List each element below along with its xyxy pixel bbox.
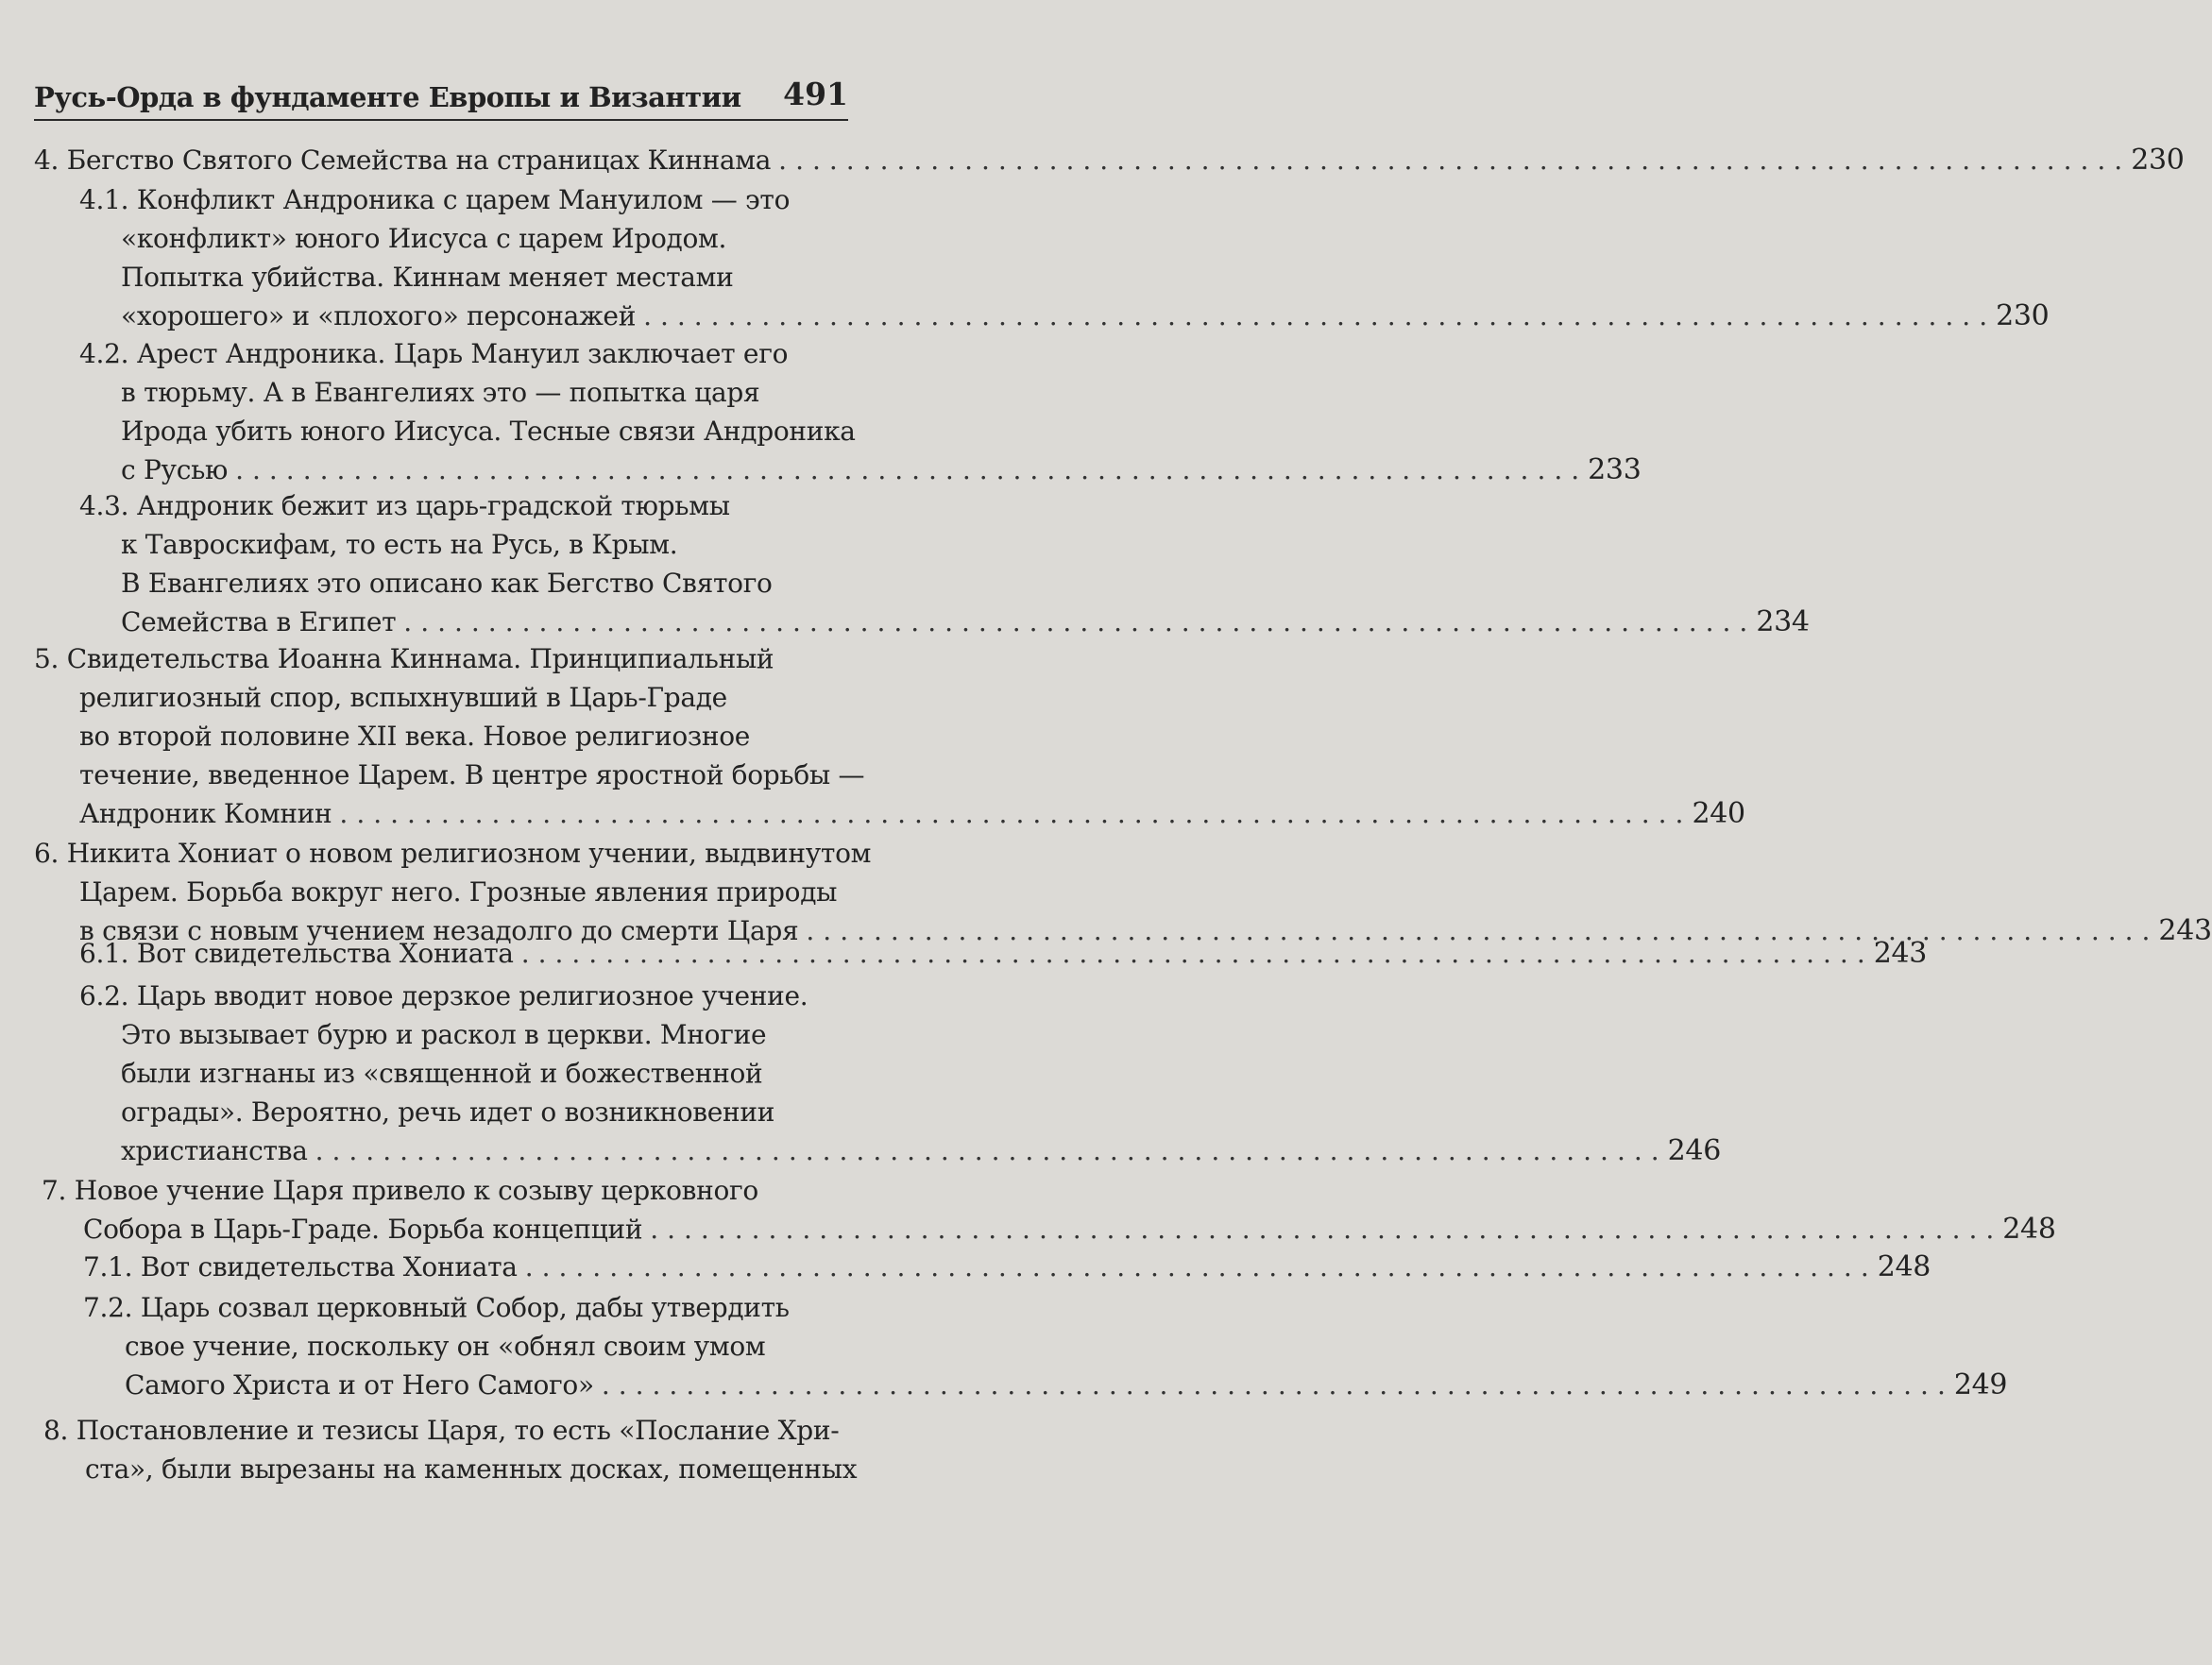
toc-entry-line [79, 679, 848, 717]
toc-entry-line [125, 1328, 848, 1366]
toc-entry-line [85, 1451, 858, 1488]
toc-entry-text: 4. Бегство Святого Семейства на страницах Киннама [34, 144, 772, 176]
toc-entry-text: христианства [121, 1135, 308, 1166]
toc-entry-text: Андроник Комнин [79, 798, 332, 829]
toc-entry-line [43, 1412, 848, 1450]
toc-entry-text: «конфликт» юного Иисуса с царем Иродом. [121, 223, 727, 254]
toc-page-number: 234 [1756, 605, 1810, 638]
toc-entry-text: 5. Свидетельства Иоанна Киннама. Принципиальный [34, 643, 774, 674]
toc-page-number: 243 [1873, 937, 1928, 970]
toc-entry-text: В Евангелиях это описано как Бегство Святого [121, 568, 773, 599]
toc-entry-line [34, 640, 848, 678]
toc-entry-line [121, 220, 848, 258]
toc-entry-text: Самого Христа и от Него Самого» [125, 1369, 594, 1401]
toc-entry-line [121, 297, 2050, 335]
toc-entry-text: в тюрьму. А в Евангелиях это — попытка царя [121, 377, 760, 408]
toc-entry-text: 6. Никита Хониат о новом религиозном учении, выдвинутом [34, 838, 872, 869]
toc-entry-text: Это вызывает бурю и раскол в церкви. Многие [121, 1019, 767, 1050]
toc-entry-text: Попытка убийства. Киннам меняет местами [121, 262, 734, 293]
toc-entry-text: религиозный спор, вспыхнувший в Царь-Граде [79, 682, 727, 713]
toc-entry-text: с Русью [121, 454, 229, 485]
toc-entry-line [79, 181, 848, 219]
toc-entry-line [121, 413, 856, 450]
toc-entry-text: в связи с новым учением незадолго до смерти Царя [79, 915, 799, 946]
toc-entry-line [121, 603, 1810, 641]
toc-entry-text: 4.2. Арест Андроника. Царь Мануил заключает его [79, 338, 789, 369]
toc-entry-line [34, 142, 2185, 179]
toc-entry-line [83, 1249, 1931, 1286]
toc-entry-line [79, 935, 1928, 973]
toc-entry-line [83, 1289, 848, 1327]
dot-leader: ................................................................................ [315, 1135, 1668, 1166]
toc-entry-text: «хорошего» и «плохого» персонажей [121, 300, 637, 331]
toc-page-number: 246 [1667, 1134, 1722, 1167]
toc-entry-text: были изгнаны из «священной и божественной [121, 1058, 763, 1089]
toc-entry-line [125, 1367, 2008, 1404]
toc-entry-line [42, 1172, 848, 1210]
dot-leader: ................................................................................ [601, 1369, 1954, 1401]
toc-entry-text: Собора в Царь-Граде. Борьба концепций [83, 1214, 643, 1245]
dot-leader: ................................................................................ [235, 454, 1589, 485]
dot-leader: ................................................................................ [778, 144, 2132, 176]
toc-entry-text: Семейства в Египет [121, 606, 397, 637]
toc-entry-text: ограды». Вероятно, речь идет о возникновении [121, 1096, 775, 1128]
dot-leader: ................................................................................ [806, 915, 2159, 946]
toc-entry-text: 6.2. Царь вводит новое дерзкое религиозное учение. [79, 980, 808, 1011]
toc-entry-text: 7.1. Вот свидетельства Хониата [83, 1251, 518, 1283]
dot-leader: ................................................................................ [403, 606, 1757, 637]
toc-entry-line [121, 259, 848, 297]
toc-entry-line [79, 874, 848, 911]
toc-page-number: 240 [1692, 797, 1745, 830]
toc-entry-text: Ирода убить юного Иисуса. Тесные связи Андроника [121, 416, 856, 447]
toc-entry-text: 4.1. Конфликт Андроника с царем Мануилом — это [79, 184, 791, 215]
toc-entry-text: во второй половине XII века. Новое религиозное [79, 721, 751, 752]
toc-entry-text: 4.3. Андроник бежит из царь-градской тюрьмы [79, 490, 730, 521]
dot-leader: ................................................................................ [650, 1214, 2003, 1245]
dot-leader: ................................................................................ [339, 798, 1693, 829]
page-number: 491 [783, 76, 848, 112]
toc-entry-line [121, 1132, 1722, 1170]
toc-entry-text: 8. Постановление и тезисы Царя, то есть «Послание Хри- [43, 1415, 840, 1446]
toc-page-number: 243 [2158, 914, 2212, 947]
toc-entry-text: к Тавроскифам, то есть на Русь, в Крым. [121, 529, 678, 560]
toc-entry-text: течение, введенное Царем. В центре яростной борьбы — [79, 759, 865, 790]
toc-entry-text: 7. Новое учение Царя привело к созыву церковного [42, 1175, 758, 1206]
toc-entry-line [34, 835, 872, 873]
toc-entry-line [121, 1055, 848, 1093]
toc-page-number: 230 [2131, 144, 2185, 177]
toc-page-number: 248 [2002, 1213, 2056, 1246]
toc-page-number: 248 [1877, 1250, 1931, 1283]
toc-entry-text: Царем. Борьба вокруг него. Грозные явления природы [79, 876, 838, 908]
toc-entry-line [79, 335, 848, 373]
toc-page-number: 230 [1996, 299, 2050, 332]
running-title: Русь-Орда в фундаменте Европы и Византии [34, 81, 741, 113]
dot-leader: ................................................................................ [643, 300, 1997, 331]
toc-entry-text: 6.1. Вот свидетельства Хониата [79, 938, 514, 969]
toc-entry-line [79, 718, 848, 756]
toc-entry-text: свое учение, поскольку он «обнял своим умом [125, 1331, 766, 1362]
toc-page-number: 233 [1588, 453, 1642, 486]
dot-leader: ................................................................................ [524, 1251, 1878, 1283]
toc-entry-line [79, 756, 865, 794]
toc-entry-line [79, 977, 848, 1015]
toc-entry-line [121, 374, 848, 412]
toc-entry-line [121, 526, 848, 564]
toc-entry-line [79, 487, 848, 525]
toc-entry-line [79, 795, 1745, 833]
toc-page-number: 249 [1953, 1368, 2008, 1402]
toc-entry-line [121, 451, 1642, 489]
toc-entry-text: ста», были вырезаны на каменных досках, помещенных [85, 1453, 858, 1485]
toc-entry-line [121, 565, 848, 603]
dot-leader: ................................................................................ [520, 938, 1874, 969]
toc-entry-text: 7.2. Царь созвал церковный Собор, дабы утвердить [83, 1292, 790, 1323]
toc-entry-line [121, 1016, 848, 1054]
toc-entry-line [83, 1211, 2056, 1249]
toc-entry-line [121, 1094, 848, 1131]
